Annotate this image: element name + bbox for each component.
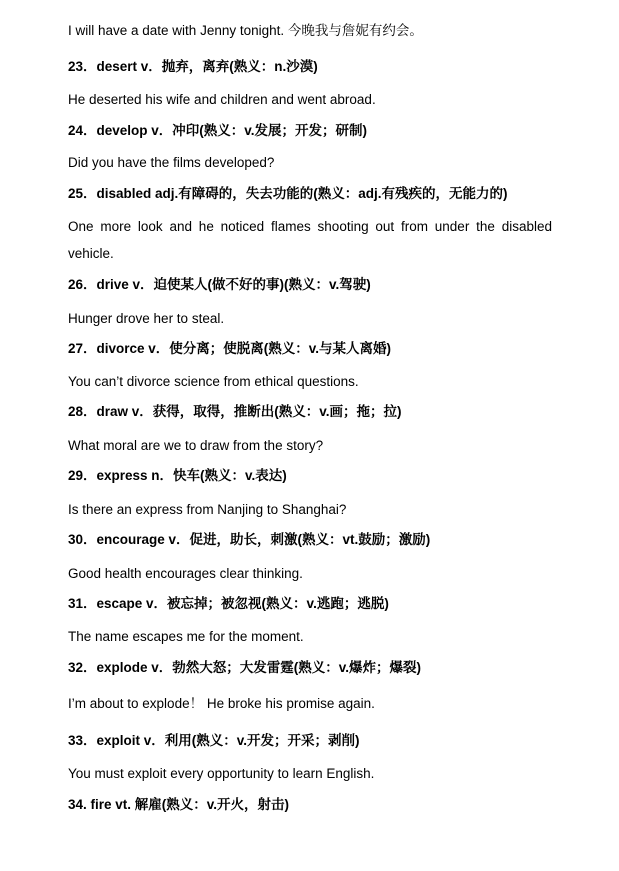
vocab-heading: 34. fire vt. 解雇(熟义：v.开火，射击) <box>68 797 290 812</box>
example-sentence: The name escapes me for the moment. <box>68 629 304 644</box>
vocab-heading: 24．develop v．冲印(熟义：v.发展；开发；研制) <box>68 123 368 138</box>
vocab-heading: 25．disabled adj.有障碍的，失去功能的(熟义：adj.有残疾的，无能力的) <box>68 186 508 201</box>
vocab-heading: 26．drive v．迫使某人(做不好的事)(熟义：v.驾驶) <box>68 277 371 292</box>
vocab-heading: 31．escape v．被忘掉；被忽视(熟义：v.逃跑；逃脱) <box>68 596 389 611</box>
example-sentence: One more look and he noticed flames shooting out from under the disabled vehicle. <box>68 219 552 261</box>
example-sentence: You must exploit every opportunity to learn English. <box>68 766 375 781</box>
example-sentence: Hunger drove her to steal. <box>68 311 225 326</box>
vocab-heading: 30．encourage v．促进，助长，刺激(熟义：vt.鼓励；激励) <box>68 532 431 547</box>
example-sentence: Did you have the films developed? <box>68 155 275 170</box>
example-sentence: Good health encourages clear thinking. <box>68 566 303 581</box>
example-sentence: Is there an express from Nanjing to Shanghai? <box>68 502 347 517</box>
example-sentence: He deserted his wife and children and went abroad. <box>68 92 376 107</box>
vocab-heading: 33．exploit v．利用(熟义：v.开发；开采；剥削) <box>68 733 360 748</box>
example-sentence: You can’t divorce science from ethical questions. <box>68 374 359 389</box>
vocab-heading: 29．express n．快车(熟义：v.表达) <box>68 468 287 483</box>
vocab-heading: 23．desert v．抛弃，离弃(熟义：n.沙漠) <box>68 59 318 74</box>
vocab-heading: 27．divorce v．使分离；使脱离(熟义：v.与某人离婚) <box>68 341 392 356</box>
example-sentence: I will have a date with Jenny tonight. 今晚我与詹妮有约会。 <box>68 23 423 38</box>
example-sentence: What moral are we to draw from the story? <box>68 438 324 453</box>
vocab-heading: 28．draw v．获得，取得，推断出(熟义：v.画；拖；拉) <box>68 404 402 419</box>
example-sentence: I’m about to explode！ He broke his promise again. <box>68 696 375 711</box>
vocab-heading: 32．explode v．勃然大怒；大发雷霆(熟义：v.爆炸；爆裂) <box>68 660 422 675</box>
